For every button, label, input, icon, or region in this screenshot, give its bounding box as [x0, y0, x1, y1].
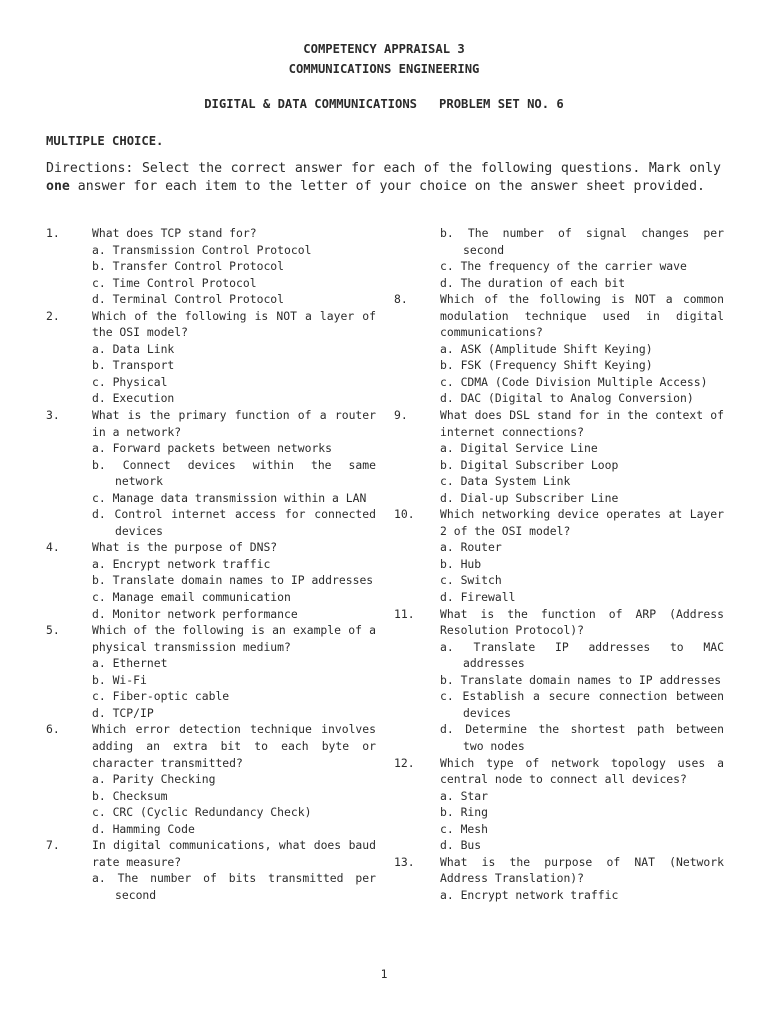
- option-c: c. Fiber-optic cable: [92, 689, 230, 704]
- question-number: 12.: [394, 755, 415, 770]
- option-a: a. Digital Service Line: [440, 441, 598, 456]
- option-c: c. Mesh: [440, 821, 489, 836]
- option-c: c. Manage data transmission within a LAN: [92, 490, 367, 505]
- question-number: 7.: [46, 838, 60, 853]
- option-c: c. Establish a secure connection between devices: [440, 689, 724, 720]
- option-c: c. CDMA (Code Division Multiple Access): [440, 374, 708, 389]
- question-number: 11.: [394, 606, 415, 621]
- question-number: 6.: [46, 722, 60, 737]
- question-1: [46, 225, 376, 308]
- option-c: c. Physical: [92, 374, 168, 389]
- page-number: 1: [380, 967, 388, 981]
- option-b: b. Translate domain names to IP addresses: [440, 672, 722, 687]
- option-b: b. Hub: [440, 556, 482, 571]
- option-d: d. DAC (Digital to Analog Conversion): [440, 391, 694, 406]
- question-13: [394, 854, 724, 904]
- question-text: What is the primary function of a router in a network?: [92, 408, 376, 439]
- question-2: [46, 308, 376, 407]
- option-a: a. Parity Checking: [92, 772, 216, 787]
- question-number: 9.: [394, 408, 408, 423]
- question-12: [394, 755, 724, 854]
- option-a: a. Translate IP addresses to MAC addresses: [440, 639, 724, 671]
- option-c: c. Data System Link: [440, 474, 571, 489]
- question-number: 8.: [394, 292, 408, 307]
- option-b: b. Connect devices within the same network: [92, 457, 376, 489]
- option-b: b. FSK (Frequency Shift Keying): [440, 358, 653, 373]
- option-b: b. The number of signal changes per second: [440, 226, 724, 257]
- question-7-continued: [394, 225, 724, 291]
- option-c: c. Switch: [440, 573, 502, 588]
- question-number: 3.: [46, 408, 60, 423]
- option-a: a. Forward packets between networks: [92, 441, 333, 456]
- option-b: b. Wi-Fi: [92, 672, 147, 687]
- option-b: b. Translate domain names to IP addresses: [92, 573, 374, 588]
- option-b: b. Digital Subscriber Loop: [440, 457, 619, 472]
- directions-emphasis: one: [46, 179, 70, 195]
- option-d: d. TCP/IP: [92, 705, 154, 720]
- option-d: d. Hamming Code: [92, 821, 195, 836]
- option-d: d. Control internet access for connected devices: [92, 507, 376, 538]
- question-number: 10.: [394, 507, 415, 522]
- option-a: a. The number of bits transmitted per second: [92, 871, 376, 902]
- option-d: d. The duration of each bit: [440, 275, 626, 290]
- question-number: 5.: [46, 623, 60, 638]
- question-text: What is the purpose of NAT (Network Address Translation)?: [440, 854, 724, 886]
- question-text: In digital communications, what does baud rate measure?: [92, 838, 376, 869]
- option-a: a. Star: [440, 788, 489, 803]
- question-4: [46, 539, 376, 622]
- question-number: 4.: [46, 540, 60, 555]
- question-3: [46, 407, 376, 539]
- option-b: b. Transport: [92, 358, 175, 373]
- question-number: 1.: [46, 226, 60, 240]
- question-8: [394, 291, 724, 407]
- question-number: 13.: [394, 854, 415, 869]
- document-title: COMPETENCY APPRAISAL 3: [303, 42, 465, 56]
- question-text: Which networking device operates at Layer 2 of the OSI model?: [440, 507, 724, 538]
- question-text: What does DSL stand for in the context of internet connections?: [440, 408, 724, 439]
- question-number: 2.: [46, 308, 60, 323]
- option-d: d. Terminal Control Protocol: [92, 292, 285, 307]
- option-a: a. Transmission Control Protocol: [92, 242, 312, 257]
- left-question-column: [46, 225, 376, 903]
- question-text: Which of the following is an example of a physical transmission medium?: [92, 623, 376, 654]
- option-a: a. Ethernet: [92, 656, 168, 671]
- option-a: a. Encrypt network traffic: [440, 887, 619, 902]
- question-5: [46, 622, 376, 721]
- option-a: a. Encrypt network traffic: [92, 556, 271, 571]
- question-7: [46, 837, 376, 903]
- option-c: c. The frequency of the carrier wave: [440, 259, 687, 274]
- option-a: a. ASK (Amplitude Shift Keying): [440, 341, 653, 356]
- question-9: [394, 407, 724, 506]
- question-11: [394, 606, 724, 755]
- question-text: Which error detection technique involves adding an extra bit to each byte or character transmitted?: [92, 722, 376, 770]
- option-c: c. CRC (Cyclic Redundancy Check): [92, 805, 312, 820]
- option-b: b. Transfer Control Protocol: [92, 259, 285, 274]
- question-text: What is the purpose of DNS?: [92, 540, 278, 555]
- question-text: Which type of network topology uses a central node to connect all devices?: [440, 755, 724, 787]
- document-subtitle: COMMUNICATIONS ENGINEERING: [288, 62, 480, 76]
- question-6: [46, 721, 376, 837]
- option-b: b. Ring: [440, 805, 489, 820]
- directions-paragraph: [46, 160, 721, 196]
- question-text: Which of the following is NOT a common modulation technique used in digital communications?: [440, 292, 724, 340]
- option-d: d. Firewall: [440, 590, 516, 605]
- option-d: d. Execution: [92, 391, 175, 406]
- question-text: Which of the following is NOT a layer of the OSI model?: [92, 308, 376, 340]
- question-text: What does TCP stand for?: [92, 226, 257, 240]
- question-10: [394, 506, 724, 605]
- option-b: b. Checksum: [92, 788, 168, 803]
- option-c: c. Manage email communication: [92, 590, 291, 605]
- directions-text-start: Directions: Select the correct answer for each of the following questions. Mark only: [46, 161, 721, 176]
- problem-set-heading: DIGITAL & DATA COMMUNICATIONS PROBLEM SET NO. 6: [204, 97, 564, 111]
- section-title: MULTIPLE CHOICE.: [46, 134, 164, 148]
- directions-text-end: answer for each item to the letter of your choice on the answer sheet provided.: [69, 179, 705, 195]
- option-d: d. Bus: [440, 838, 482, 853]
- right-question-column: [394, 225, 724, 903]
- option-c: c. Time Control Protocol: [92, 275, 257, 290]
- option-a: a. Data Link: [92, 341, 175, 356]
- option-a: a. Router: [440, 540, 502, 555]
- question-text: What is the function of ARP (Address Resolution Protocol)?: [440, 606, 724, 638]
- option-d: d. Determine the shortest path between two nodes: [440, 722, 724, 753]
- option-d: d. Monitor network performance: [92, 606, 298, 621]
- option-d: d. Dial-up Subscriber Line: [440, 490, 619, 505]
